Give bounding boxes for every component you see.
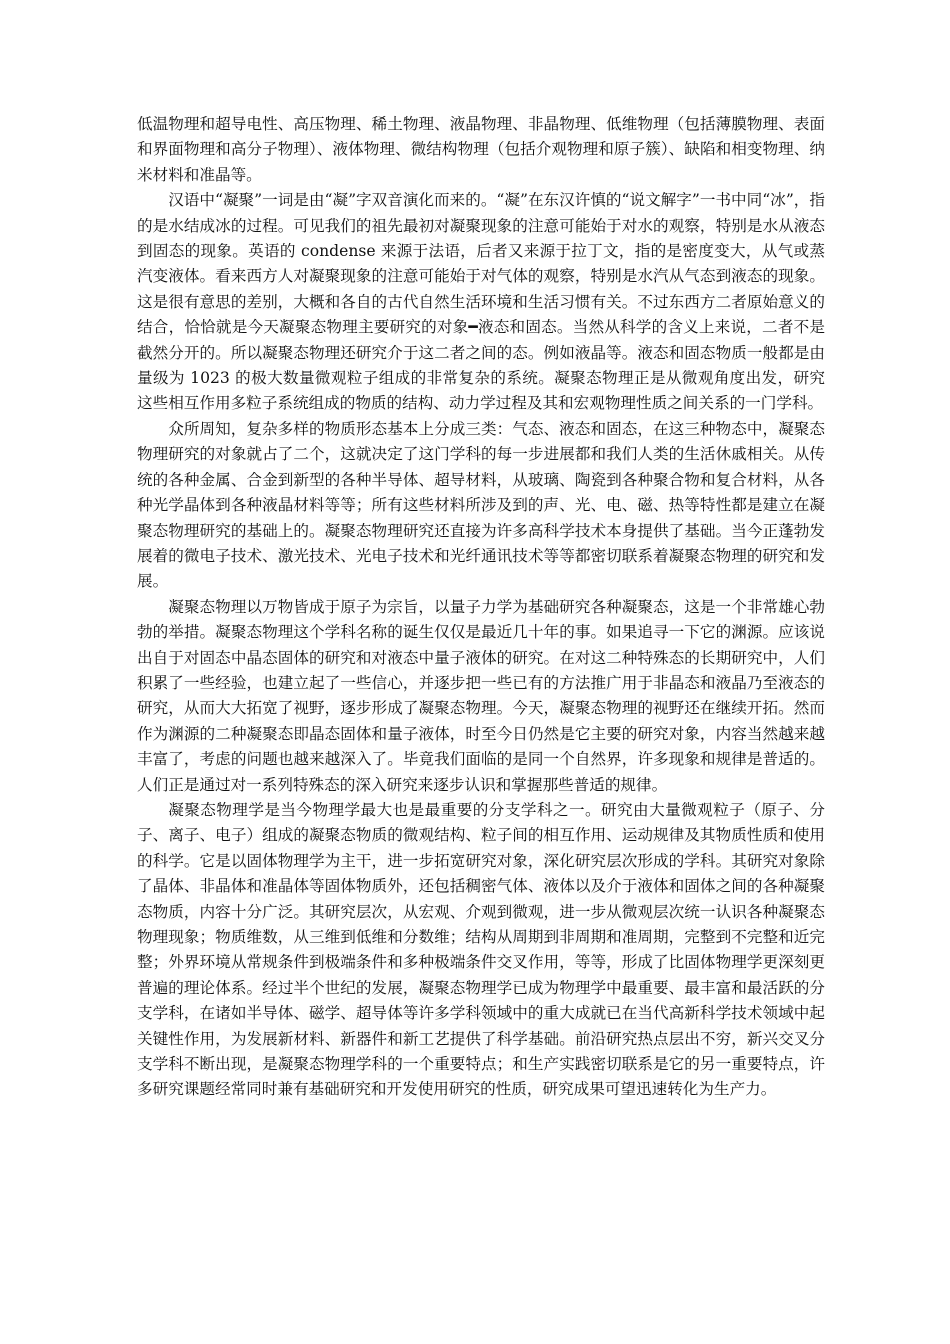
paragraph-states-of-matter: 众所周知，复杂多样的物质形态基本上分成三类：气态、液态和固态，在这三种物态中，凝聚态物理研究的对象就占了二个，这就决定了这门学科的每一步进展都和我们人类的生活休戚相关。从传统的各种金属、合金到新型的各种半导体、超导材料，从玻璃、陶瓷到各种聚合物和复合材料，从各种光学晶体到各种液晶材料等等；所有这些材料所涉及到的声、光、电、磁、热等特性都是建立在凝聚态物理研究的基础上的。凝聚态物理研究还直接为许多高科学技术本身提供了基础。当今正蓬勃发展着的微电子技术、激光技术、光电子技术和光纤通讯技术等等都密切联系着凝聚态物理的研究和发展。 bbox=[137, 419, 825, 591]
paragraph-continuation: 低温物理和超导电性、高压物理、稀土物理、液晶物理、非晶物理、低维物理（包括薄膜物理、表面和界面物理和高分子物理）、液体物理、微结构物理（包括介观物理和原子簇）、缺陷和相变物理、纳米材料和准晶等。 bbox=[137, 115, 825, 184]
document-body bbox=[137, 112, 825, 1103]
paragraph-etymology: 汉语中“凝聚”一词是由“凝”字双音演化而来的。“凝”在东汉许慎的“说文解字”一书中同“冰”，指的是水结成冰的过程。可见我们的祖先最初对凝聚现象的注意可能始于对水的观察，特别是水从液态到固态的现象。英语的 condense 来源于法语，后者又来源于拉丁文，指的是密度变大，从气或蒸汽变液体。看来西方人对凝聚现象的注意可能始于对气体的观察，特别是水汽从气态到液态的现象。这是很有意思的差别，大概和各自的古代自然生活环境和生活习惯有关。不过东西方二者原始意义的结合，恰恰就是今天凝聚态物理主要研究的对象━液态和固态。当然从科学的含义上来说，二者不是截然分开的。所以凝聚态物理还研究介于这二者之间的态。例如液晶等。液态和固态物质一般都是由量级为 1023 的极大数量微观粒子组成的非常复杂的系统。凝聚态物理正是从微观角度出发，研究这些相互作用多粒子系统组成的物质的结构、动力学过程及其和宏观物理性质之间关系的一门学科。 bbox=[137, 191, 825, 413]
paragraph-discipline-overview: 凝聚态物理学是当今物理学最大也是最重要的分支学科之一。研究由大量微观粒子（原子、分子、离子、电子）组成的凝聚态物质的微观结构、粒子间的相互作用、运动规律及其物质性质和使用的科学。它是以固体物理学为主干，进一步拓宽研究对象，深化研究层次形成的学科。其研究对象除了晶体、非晶体和准晶体等固体物质外，还包括稠密气体、液体以及介于液体和固体之间的各种凝聚态物质，内容十分广泛。其研究层次，从宏观、介观到微观，进一步从微观层次统一认识各种凝聚态物理现象；物质维数，从三维到低维和分数维；结构从周期到非周期和准周期，完整到不完整和近完整；外界环境从常规条件到极端条件和多种极端条件交叉作用，等等，形成了比固体物理学更深刻更普遍的理论体系。经过半个世纪的发展，凝聚态物理学已成为物理学中最重要、最丰富和最活跃的分支学科，在诸如半导体、磁学、超导体等许多学科领域中的重大成就已在当代高新科学技术领域中起关键性作用，为发展新材料、新器件和新工艺提供了科学基础。前沿研究热点层出不穷，新兴交叉分支学科不断出现，是凝聚态物理学科的一个重要特点；和生产实践密切联系是它的另一重要特点，许多研究课题经常同时兼有基础研究和开发使用研究的性质，研究成果可望迅速转化为生产力。 bbox=[137, 800, 825, 1099]
paragraph-origins: 凝聚态物理以万物皆成于原子为宗旨，以量子力学为基础研究各种凝聚态，这是一个非常雄心勃勃的举措。凝聚态物理这个学科名称的诞生仅仅是最近几十年的事。如果追寻一下它的渊源。应该说出自于对固态中晶态固体的研究和对液态中量子液体的研究。在对这二种特殊态的长期研究中，人们积累了一些经验，也建立起了一些信心，并逐步把一些已有的方法推广用于非晶态和液晶乃至液态的研究，从而大大拓宽了视野，逐步形成了凝聚态物理。今天，凝聚态物理的视野还在继续开拓。然而作为渊源的二种凝聚态即晶态固体和量子液体，时至今日仍然是它主要的研究对象，内容当然越来越丰富了，考虑的问题也越来越深入了。毕竟我们面临的是同一个自然界，许多现象和规律是普适的。人们正是通过对一系列特殊态的深入研究来逐步认识和掌握那些普适的规律。 bbox=[137, 597, 825, 794]
